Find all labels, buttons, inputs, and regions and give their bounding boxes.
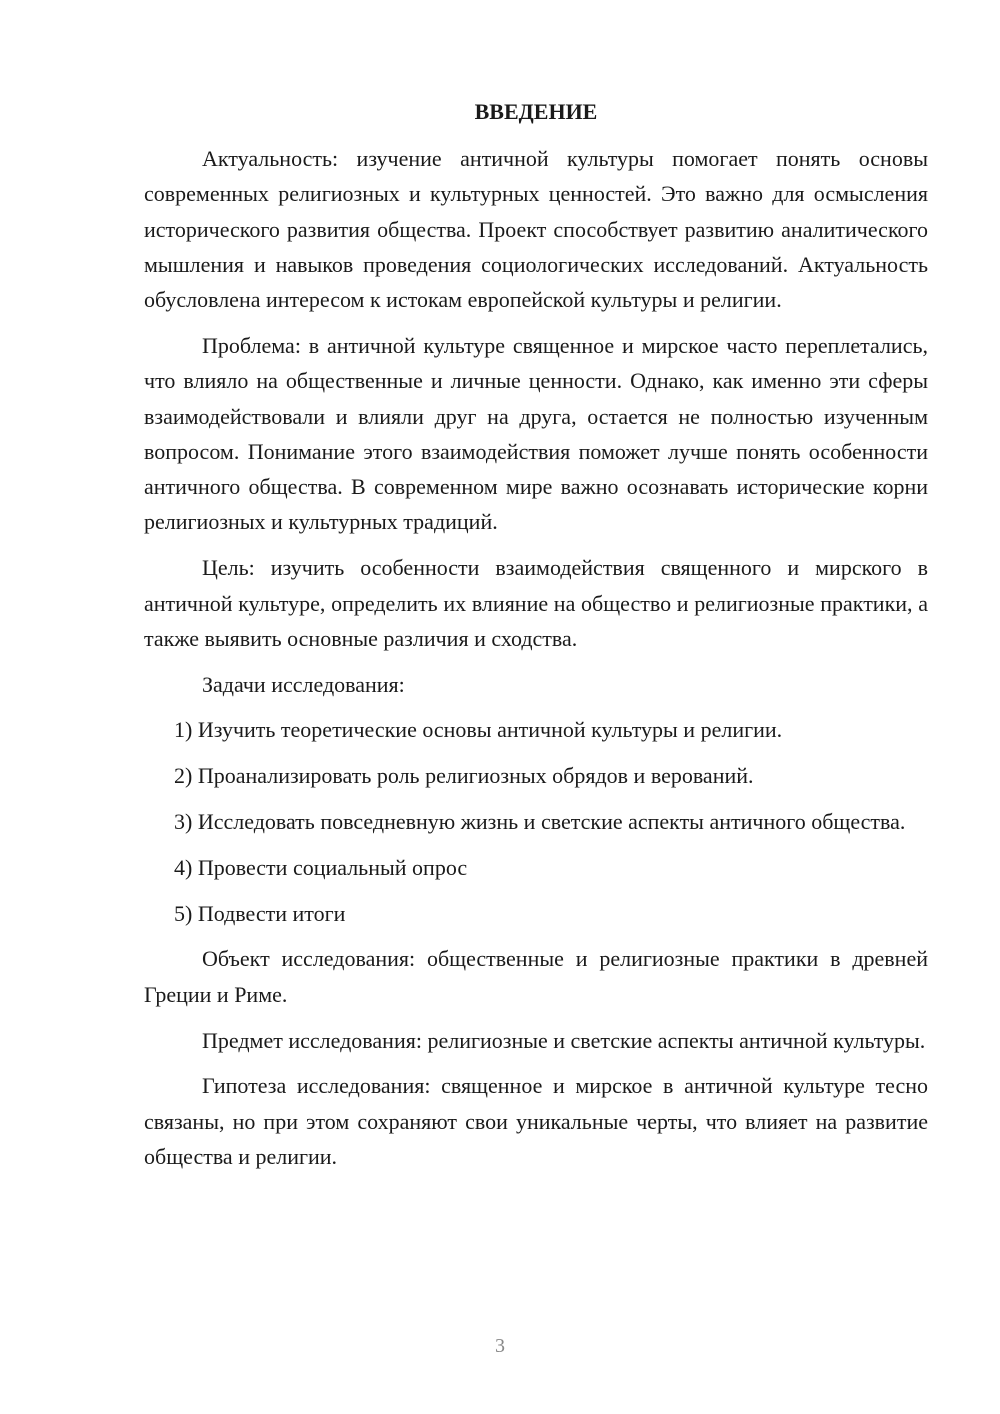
problem-paragraph: Проблема: в античной культуре священное и мирское часто переплетались, что влияло на общественные и личные ценности. Однако, как именно эти сферы взаимодействовали и влияли друг на друга, остается не полностью изученным вопросом. Понимание этого взаимодействия поможет лучше понять особенности античного общества. В современном мире важно осознавать исторические корни религиозных и культурных традиций.	[144, 332, 928, 535]
page-title: ВВЕДЕНИЕ	[474, 99, 598, 124]
task-item-3: 3) Исследовать повседневную жизнь и светские аспекты античного общества.	[174, 809, 906, 835]
goal-paragraph: Цель: изучить особенности взаимодействия священного и мирского в античной культуре, определить их влияние на общество и религиозные практики, а также выявить основные различия и сходства.	[144, 555, 928, 651]
page-content	[144, 94, 928, 1185]
page-number: 3	[495, 1335, 505, 1357]
task-item-5: 5) Подвести итоги	[174, 900, 346, 926]
subject-paragraph: Предмет исследования: религиозные и светские аспекты античной культуры.	[202, 1027, 926, 1053]
tasks-heading: Задачи исследования:	[202, 671, 405, 697]
relevance-paragraph: Актуальность: изучение античной культуры помогает понять основы современных религиозных и культурных ценностей. Это важно для осмысления исторического развития общества. Проект способствует развитию аналитического мышления и навыков проведения социологических исследований. Актуальность обусловлена интересом к истокам европейской культуры и религии.	[144, 146, 928, 313]
object-paragraph: Объект исследования: общественные и религиозные практики в древней Греции и Риме.	[144, 946, 928, 1007]
hypothesis-paragraph: Гипотеза исследования: священное и мирское в античной культуре тесно связаны, но при этом сохраняют свои уникальные черты, что влияет на развитие общества и религии.	[144, 1073, 928, 1169]
task-item-1: 1) Изучить теоретические основы античной культуры и религии.	[174, 717, 783, 743]
task-item-2: 2) Проанализировать роль религиозных обрядов и верований.	[174, 763, 754, 789]
task-item-4: 4) Провести социальный опрос	[174, 854, 468, 880]
